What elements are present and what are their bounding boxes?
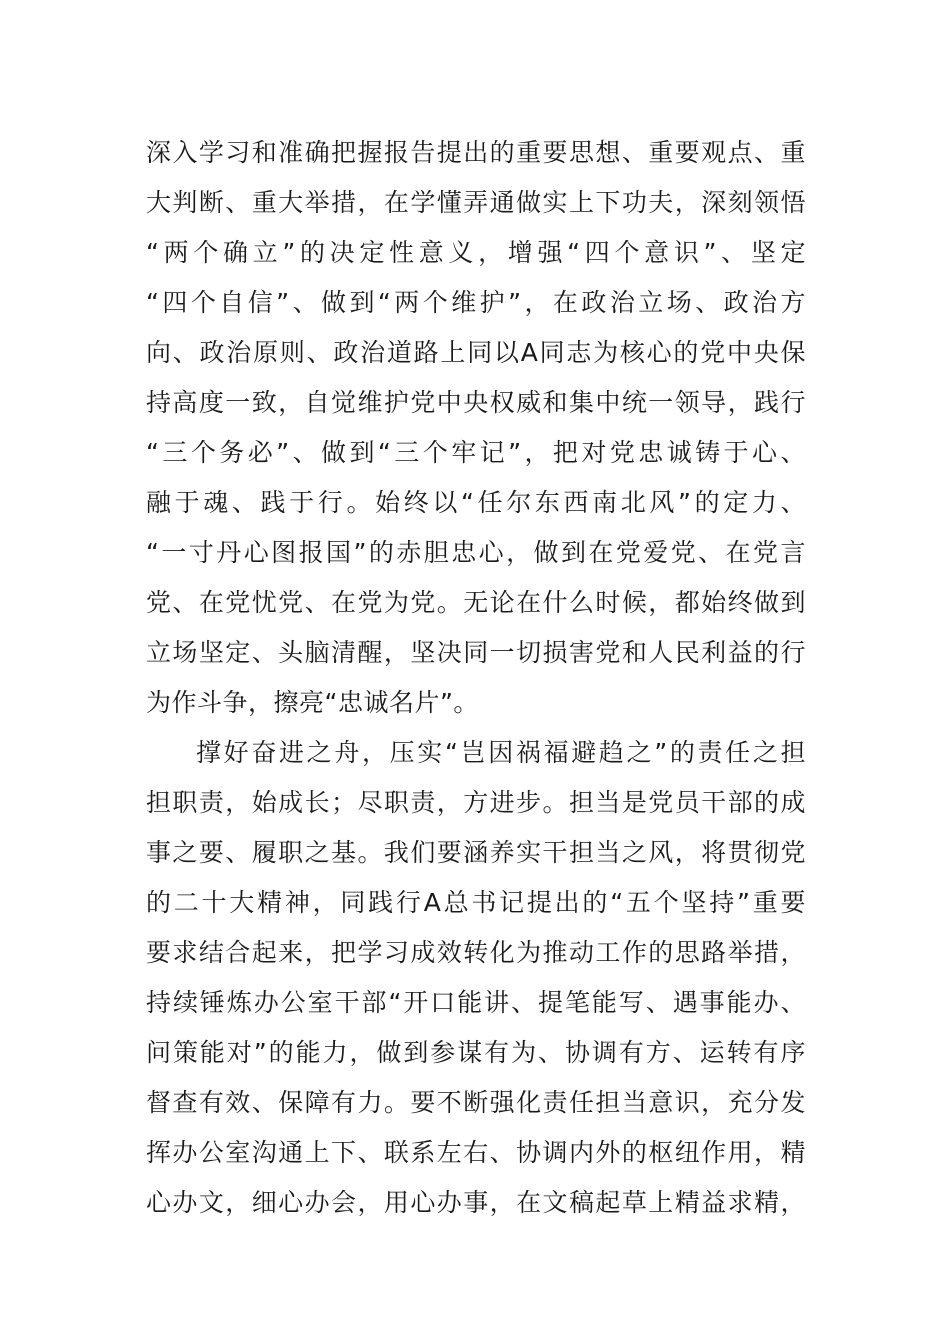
text-line: 立场坚定、头脑清醒，坚决同一切损害党和人民利益的行: [146, 638, 806, 667]
text-line: 撑好奋进之舟，压实“岂因祸福避趋之”的责任之担: [196, 738, 806, 767]
text-line: 深入学习和准确把握报告提出的重要思想、重要观点、重: [146, 138, 806, 167]
text-line: 事之要、履职之基。我们要涵养实干担当之风，将贯彻党: [146, 838, 806, 867]
text-line: 要求结合起来，把学习成效转化为推动工作的思路举措，: [146, 938, 806, 967]
text-line: “两个确立”的决定性意义，增强“四个意识”、坚定: [146, 238, 806, 267]
text-line: 党、在党忧党、在党为党。无论在什么时候，都始终做到: [146, 588, 806, 617]
text-line: 挥办公室沟通上下、联系左右、协调内外的枢纽作用，精: [146, 1138, 806, 1167]
text-line: 担职责，始成长；尽职责，方进步。担当是党员干部的成: [146, 788, 806, 817]
document-body: [146, 128, 806, 1228]
text-line: 督查有效、保障有力。要不断强化责任担当意识，充分发: [146, 1088, 806, 1117]
paragraph-responsibility: [146, 728, 806, 1228]
text-line: 持高度一致，自觉维护党中央权威和集中统一领导，践行: [146, 388, 806, 417]
text-line: 的二十大精神，同践行A总书记提出的“五个坚持”重要: [146, 888, 806, 917]
text-line: “四个自信”、做到“两个维护”，在政治立场、政治方: [146, 288, 806, 317]
text-line: “三个务必”、做到“三个牢记”，把对党忠诚铸于心、: [146, 438, 806, 467]
text-line: 融于魂、践于行。始终以“任尔东西南北风”的定力、: [146, 488, 806, 517]
text-line: 问策能对”的能力，做到参谋有为、协调有方、运转有序: [146, 1038, 806, 1067]
text-line: 向、政治原则、政治道路上同以A同志为核心的党中央保: [146, 338, 806, 367]
text-line: 大判断、重大举措，在学懂弄通做实上下功夫，深刻领悟: [146, 188, 806, 217]
text-line: 为作斗争，擦亮“忠诚名片”。: [146, 688, 479, 717]
text-line: “一寸丹心图报国”的赤胆忠心，做到在党爱党、在党言: [146, 538, 806, 567]
text-line: 心办文，细心办会，用心办事，在文稿起草上精益求精，: [146, 1188, 806, 1217]
paragraph-loyalty: [146, 128, 806, 728]
text-line: 持续锤炼办公室干部“开口能讲、提笔能写、遇事能办、: [146, 988, 806, 1017]
